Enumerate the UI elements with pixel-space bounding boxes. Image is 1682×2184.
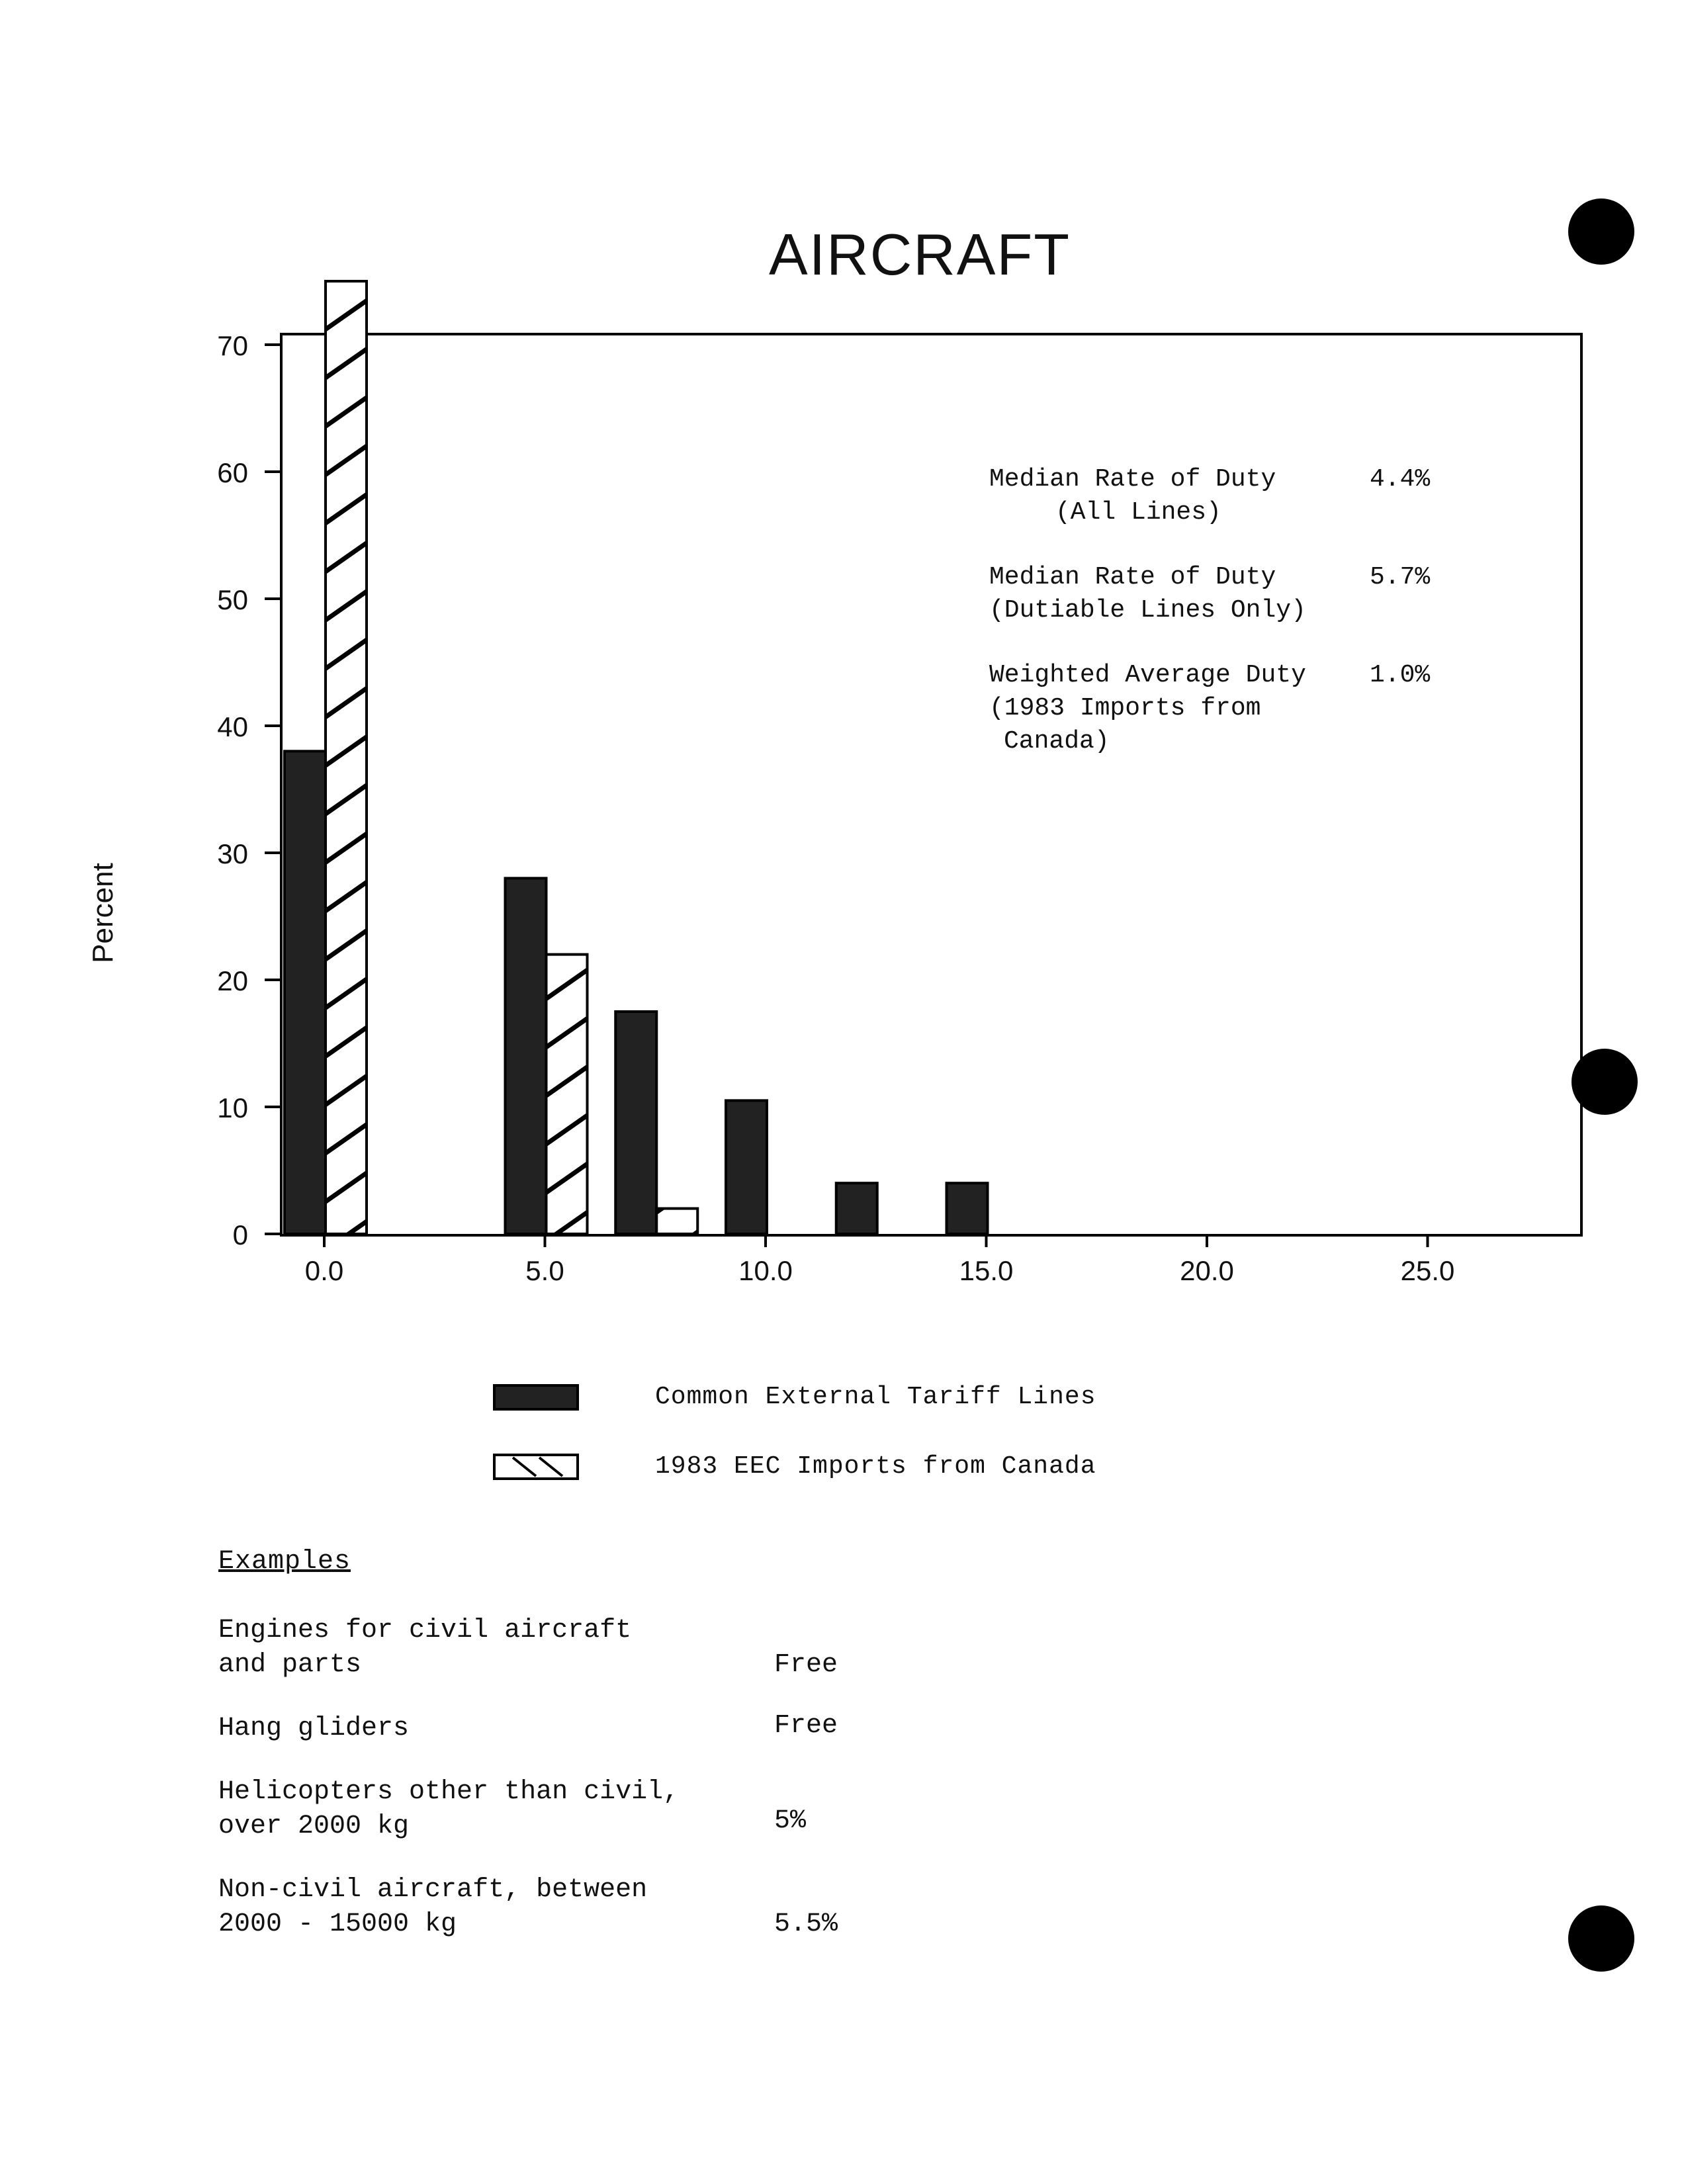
stat-value: 5.7% [1370,563,1431,591]
stat-label-sub2: Canada) [1004,727,1110,756]
stat-label: Weighted Average Duty [989,661,1306,689]
example-desc-2: over 2000 kg [218,1812,410,1841]
example-desc: Helicopters other than civil, [218,1777,680,1807]
x-tick-label: 20.0 [1180,1255,1234,1286]
bar-cet-lines [947,1183,988,1234]
example-desc: Non-civil aircraft, between [218,1875,648,1905]
example-desc-2: and parts [218,1650,362,1680]
y-tick-label: 10 [217,1092,248,1123]
chart-title: AIRCRAFT [769,222,1071,287]
example-desc: Engines for civil aircraft [218,1616,632,1645]
y-tick-label: 50 [217,584,248,615]
stat-label-sub: (1983 Imports from [989,694,1261,722]
legend-item-cet [493,1383,1096,1411]
bar-cet-lines [506,878,547,1234]
bar-eec-imports [547,955,588,1234]
y-tick-label: 60 [217,457,248,488]
stat-value: 1.0% [1370,661,1431,689]
stat-weighted-average [989,659,1452,758]
stat-label: Median Rate of Duty [989,563,1276,591]
example-rate: 5% [774,1806,807,1836]
y-tick-label: 40 [217,711,248,742]
stat-median-all [989,463,1452,529]
bar-eec-imports [656,1209,697,1234]
bar-cet-lines [615,1012,656,1234]
legend-swatch-hatch [493,1454,579,1480]
examples-heading: Examples [218,1547,351,1577]
stat-label: Median Rate of Duty [989,465,1276,494]
x-axis [305,1235,1455,1286]
example-row [218,1712,946,1746]
bar-cet-lines [285,751,326,1234]
example-desc-2: 2000 - 15000 kg [218,1909,457,1939]
duty-statistics [989,463,1452,790]
x-tick-label: 10.0 [738,1255,793,1286]
examples-section [218,1545,946,1971]
x-tick-label: 5.0 [525,1255,564,1286]
x-tick-label: 25.0 [1400,1255,1455,1286]
example-rate: 5.5% [774,1909,838,1939]
y-tick-label: 0 [232,1219,248,1250]
y-tick-label: 30 [217,838,248,869]
y-axis-label: Percent [87,863,119,963]
example-desc: Hang gliders [218,1714,410,1743]
y-tick-label: 70 [217,330,248,361]
example-row [218,1873,946,1942]
stat-value: 4.4% [1370,465,1431,494]
legend-label: 1983 EEC Imports from Canada [655,1452,1096,1481]
x-tick-label: 0.0 [304,1255,344,1286]
bar-eec-imports [326,281,367,1234]
bar-cet-lines [836,1183,877,1234]
example-row [218,1775,946,1844]
bars [285,281,988,1234]
legend-swatch-solid [493,1384,579,1411]
example-rate: Free [774,1711,838,1741]
legend-label: Common External Tariff Lines [655,1383,1096,1411]
stat-label-sub: (Dutiable Lines Only) [989,596,1306,625]
example-row [218,1614,946,1682]
stat-label-sub: (All Lines) [1055,498,1221,527]
legend-item-imports [493,1452,1096,1481]
x-tick-label: 15.0 [959,1255,1014,1286]
example-rate: Free [774,1650,838,1680]
y-axis [217,330,281,1250]
bar-cet-lines [726,1100,767,1234]
y-tick-label: 20 [217,965,248,996]
stat-median-dutiable [989,561,1452,627]
